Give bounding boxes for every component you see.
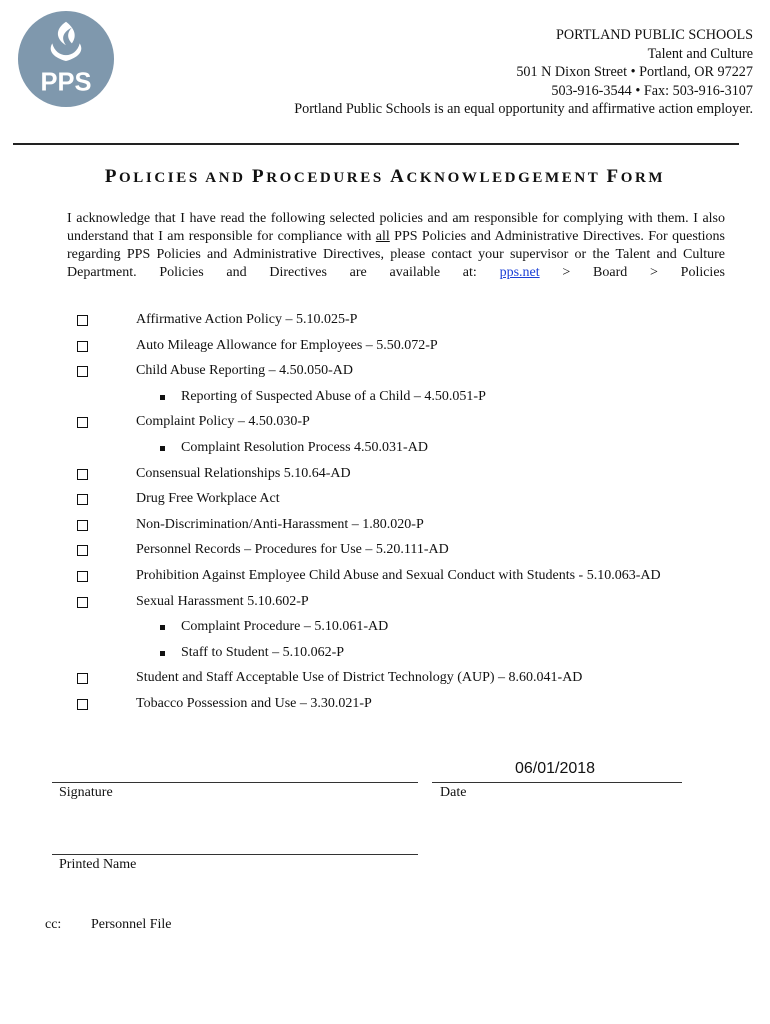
letterhead [294,26,753,119]
policy-checkbox[interactable] [77,673,88,684]
policy-label: Prohibition Against Employee Child Abuse and Sexual Conduct with Students - 5.10.063-AD [136,568,661,583]
pps-link[interactable]: pps.net [499,265,540,281]
date-line [432,782,682,783]
title-word: FORM [606,166,666,187]
policy-checkbox[interactable] [77,494,88,505]
policy-checkbox[interactable] [77,315,88,326]
policy-sublabel: Reporting of Suspected Abuse of a Child – 4.50.051-P [181,388,486,404]
pps-logo [17,10,115,108]
policy-checkbox[interactable] [77,545,88,556]
cc-value: Personnel File [91,917,172,932]
printed-name-label: Printed Name [59,857,137,872]
policy-sublabel: Staff to Student – 5.10.062-P [181,644,345,660]
title-word: ACKNOWLEDGEMENT [390,166,601,187]
policy-label: Personnel Records – Procedures for Use – 5.20.111-AD [136,542,449,558]
org-name: PORTLAND PUBLIC SCHOOLS [555,27,753,43]
policy-checkbox[interactable] [77,597,88,608]
policy-checkbox[interactable] [77,699,88,710]
policy-label: Non-Discrimination/Anti-Harassment – 1.80.020-P [136,516,424,532]
signature-line [52,782,418,783]
bullet-icon [160,651,165,656]
policy-label: Sexual Harassment 5.10.602-P [136,593,309,609]
policy-checkbox[interactable] [77,571,88,582]
emphasis-all: all [375,229,390,245]
title-word: POLICIES [104,166,200,187]
bullet-icon [160,446,165,451]
date-field[interactable]: 06/01/2018 [515,760,596,777]
policy-label: Tobacco Possession and Use – 3.30.021-P [136,696,372,711]
title-word: AND [205,170,246,186]
policy-checkbox[interactable] [77,469,88,480]
bullet-icon [160,395,165,400]
policy-sublabel: Complaint Resolution Process 4.50.031-AD [181,440,428,455]
phone-fax: 503-916-3544 • Fax: 503-916-3107 [551,82,753,99]
printed-name-line [52,854,418,855]
title-word: PROCEDURES [251,166,384,187]
address: 501 N Dixon Street • Portland, OR 97227 [516,64,753,81]
form-title [0,166,770,188]
eeo-statement: Portland Public Schools is an equal opportunity and affirmative action employer. [294,101,753,118]
policy-checkbox[interactable] [77,366,88,377]
bullet-icon [160,625,165,630]
policy-label: Consensual Relationships 5.10.64-AD [136,465,351,481]
policy-label: Child Abuse Reporting – 4.50.050-AD [136,363,353,379]
logo-text: PPS [40,68,92,97]
department: Talent and Culture [647,45,753,62]
policy-checkbox[interactable] [77,417,88,428]
intro-paragraph: I acknowledge that I have read the following selected policies and am responsible for complying with them. I also understand that I am responsible for compliance with all PPS Policies and Administrative Directives. For questions regarding PPS Policies and Administrative Directives, please contact your supervisor or the Talent and Culture Department. Policies and Directives are available at: pps.net > Board > Policies [67,211,725,281]
policy-label: Auto Mileage Allowance for Employees – 5.50.072-P [136,337,438,353]
policy-label: Complaint Policy – 4.50.030-P [136,414,310,430]
policy-label: Drug Free Workplace Act [136,491,280,507]
policy-checkbox[interactable] [77,341,88,352]
cc-label: cc: [45,917,62,932]
signature-label: Signature [59,785,113,800]
policy-label: Student and Staff Acceptable Use of District Technology (AUP) – 8.60.041-AD [136,670,583,686]
date-label: Date [440,785,467,800]
header-divider [13,143,739,145]
policy-label: Affirmative Action Policy – 5.10.025-P [136,312,358,327]
policy-checkbox[interactable] [77,520,88,531]
policy-sublabel: Complaint Procedure – 5.10.061-AD [181,619,389,635]
